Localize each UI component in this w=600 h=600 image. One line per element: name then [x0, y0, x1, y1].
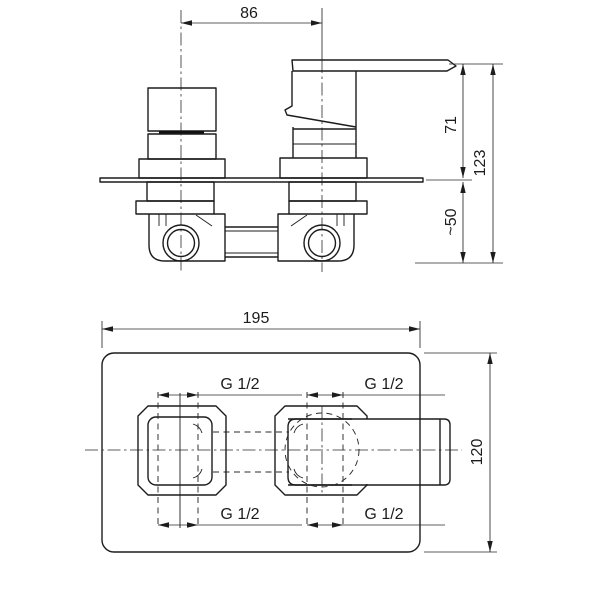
inlet-stub-left [159, 214, 166, 226]
thread-label-text: G 1/2 [220, 506, 260, 523]
mounting-flange-left [136, 201, 214, 214]
thread-label-text: G 1/2 [364, 376, 404, 393]
handle-body-left-edge [285, 71, 356, 127]
front-view [85, 310, 497, 552]
chamfer-line-right [291, 215, 307, 226]
side-view [100, 5, 503, 272]
temperature-knob-side [139, 88, 225, 178]
chamfer-line-left [196, 215, 212, 226]
knob-base [148, 134, 216, 159]
inlet-stub-right [337, 214, 344, 226]
side-view-dimensions [415, 64, 503, 263]
elbow-body-right [278, 214, 354, 261]
lever-blade [292, 60, 456, 71]
knob-top [148, 88, 216, 131]
lever-handle-side [280, 60, 456, 178]
mounting-flange-right [289, 201, 367, 214]
dimension-86 [181, 5, 322, 23]
dimension-label-195: 195 [242, 310, 270, 327]
thread-label-text: G 1/2 [364, 506, 404, 523]
dimension-label-50: ~50 [443, 208, 460, 236]
hidden-connector-lines [213, 432, 289, 472]
dimension-label-86: 86 [240, 5, 258, 22]
extension-lines-120 [424, 353, 497, 552]
thread-arcs-right [294, 424, 303, 478]
knob-escutcheon [139, 159, 225, 178]
dimension-195 [102, 310, 420, 348]
thread-label-text: G 1/2 [220, 376, 260, 393]
handle-neck [293, 127, 356, 158]
lever-handle-plan [288, 419, 450, 485]
thread-arcs-left [193, 424, 202, 478]
connector-bar-inner-lines [225, 231, 278, 253]
valve-body-left [136, 182, 225, 261]
elbow-body-left [149, 214, 225, 261]
thread-label-top-right [307, 376, 445, 395]
cartridge-housing-right [289, 182, 356, 201]
dimension-label-123: 123 [472, 149, 489, 177]
lever-escutcheon [280, 158, 367, 178]
lever-plan-outline [288, 419, 450, 485]
connector-bar-outline [225, 227, 278, 257]
rosette-left [138, 393, 226, 528]
dimension-120 [424, 353, 497, 552]
valve-body-right [278, 182, 367, 261]
dimension-label-120: 120 [469, 438, 486, 466]
thread-label-top-left [158, 376, 302, 395]
dimension-label-71: 71 [443, 116, 460, 134]
cartridge-housing-left [147, 182, 214, 201]
connector-bar [225, 227, 278, 257]
thread-label-bottom-right [307, 506, 445, 525]
